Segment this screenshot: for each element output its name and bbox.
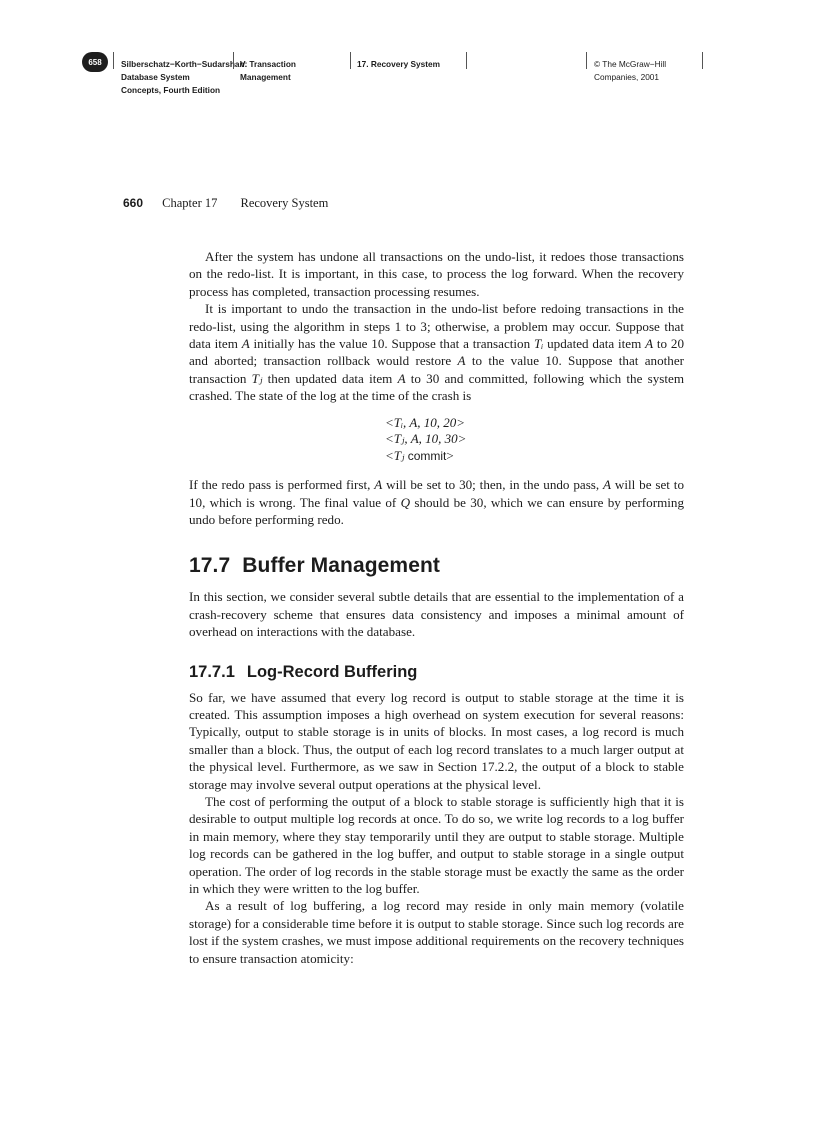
log-record: <Tᵢ, A, 10, 20> [385, 414, 466, 430]
header-chapter: 17. Recovery System [357, 59, 441, 69]
math-var: A [645, 336, 654, 352]
subsection-heading [189, 663, 684, 682]
running-head [123, 196, 328, 211]
math-var: Tⱼ [251, 370, 263, 386]
header-copyright-2: Companies, 2001 [594, 72, 660, 82]
header-divider [466, 52, 467, 69]
paragraph-5: So far, we have assumed that every log record is output to stable storage at the time it is created. This assumption imposes a high overhead on system execution for several reasons: Typically, output to stable storage is in units of blocks. In most cases, a log record is much smaller than a block. Thus, the output of each log record translates to a much larger output at the physical level. Furthermore, as we saw in Section 17.2.2, the output of a block to stable storage may involve several output operations at the physical level. [189, 689, 684, 792]
paragraph-7: As a result of log buffering, a log record may reside in only main memory (volatile storage) for a considerable time before it is output to stable storage. Since such log records are lost if the system crashes, we must impose additional requirements on the recovery techniques to ensure transaction atomicity: [189, 898, 684, 966]
page-badge: 658 [82, 52, 108, 72]
log-record: <Tⱼ, A, 10, 30> [385, 431, 467, 447]
header-divider [702, 52, 703, 69]
header-divider [233, 52, 234, 69]
paragraph-4: In this section, we consider several subtle details that are essential to the implementation of a crash-recovery scheme that ensures data consistency and imposes a minimal amount of overhead on interactions with the database. [189, 589, 684, 640]
math-var: A [603, 477, 612, 493]
paragraph-3: If the redo pass is performed first, A will be set to 30; then, in the undo pass, A will be set to 10, which is wrong. The final value of Q should be 30, which we can ensure by performing undo before performing redo. [189, 477, 684, 527]
math-var: A [374, 477, 383, 493]
subsection-number: 17.7.1 [189, 662, 235, 681]
header-part-2: Management [240, 72, 291, 82]
header-divider [113, 52, 114, 69]
math-var: A [241, 336, 250, 352]
section-heading [189, 554, 684, 578]
header-divider [586, 52, 587, 69]
page-header [0, 52, 816, 112]
math-var: A [457, 353, 466, 369]
log-record: <Tⱼ commit> [385, 447, 454, 463]
header-copyright-1: © The McGraw−Hill [594, 59, 667, 69]
header-title-2: Concepts, Fourth Edition [121, 85, 221, 95]
running-head-chapter: Chapter 17 [162, 196, 218, 210]
page-number: 660 [123, 196, 144, 210]
math-var: A [397, 370, 406, 386]
header-copyright [594, 58, 666, 84]
header-divider [350, 52, 351, 69]
running-head-title: Recovery System [240, 196, 329, 210]
math-var: Tᵢ [533, 336, 544, 352]
header-author: Silberschatz−Korth−Sudarshan: [121, 59, 248, 69]
header-part [240, 58, 296, 84]
paragraph-2: It is important to undo the transaction in the undo-list before redoing transactions in the redo-list, using the algorithm in steps 1 to 3; otherwise, a problem may occur. Suppose that data item A initially has the value 10. Suppose that a transaction Tᵢ updated data item A to 20 and aborted; transaction rollback would restore A to the value 10. Suppose that another transaction Tⱼ then updated data item A to 30 and committed, following which the system crashed. The state of the log at the time of the crash is [189, 301, 685, 404]
header-part-1: V. Transaction [240, 59, 296, 69]
section-number: 17.7 [189, 554, 231, 578]
math-var: Q [400, 494, 411, 510]
header-title-1: Database System [121, 72, 190, 82]
subsection-title: Log-Record Buffering [246, 662, 418, 681]
paragraph-6: The cost of performing the output of a block to stable storage is sufficiently high that it is desirable to output multiple log records at once. To do so, we write log records to a log buffer in main memory, where they stay temporarily until they are output to stable storage. Multiple log records can be gathered in the log buffer, and output to stable storage in a single output operation. The order of log records in the stable storage must be exactly the same as the order in which they were written to the log buffer. [189, 794, 684, 897]
page-body [189, 248, 684, 967]
paragraph-1: After the system has undone all transactions on the undo-list, it redoes those transactions on the redo-list. It is important, in this case, to process the log forward. When the recovery process has completed, transaction processing resumes. [189, 249, 684, 299]
section-title: Buffer Management [242, 554, 441, 578]
header-book-info [121, 58, 247, 97]
log-records [385, 415, 684, 465]
